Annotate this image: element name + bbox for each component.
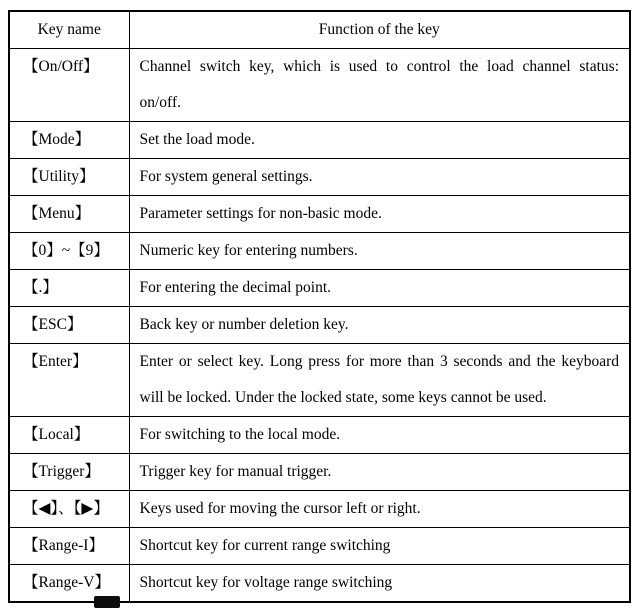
cropped-text-fragment: [94, 596, 120, 608]
key-name-cell: 【0】~【9】: [9, 233, 129, 270]
key-name-cell: 【ESC】: [9, 307, 129, 344]
key-function-table: [8, 10, 631, 603]
function-cell: [129, 528, 630, 565]
table-row: [9, 454, 630, 491]
key-name-cell: 【Local】: [9, 417, 129, 454]
function-text-line: will be locked. Under the locked state, some keys cannot be used.: [139, 389, 547, 406]
function-text-line: Shortcut key for current range switching: [139, 537, 391, 554]
table-row: [9, 49, 630, 122]
function-cell: [129, 270, 630, 307]
function-text-line: Keys used for moving the cursor left or right.: [139, 500, 421, 517]
key-name-cell: 【Range-I】: [9, 528, 129, 565]
function-cell: [129, 49, 630, 122]
function-text-line: For system general settings.: [139, 168, 313, 185]
table-row: [9, 233, 630, 270]
function-cell: [129, 307, 630, 344]
table-body: [9, 49, 630, 603]
function-cell: [129, 344, 630, 417]
function-text-line: Channel switch key, which is used to control the load channel status:: [139, 58, 619, 75]
header-row: [9, 11, 630, 49]
function-text-line: Numeric key for entering numbers.: [139, 242, 358, 259]
table-row: [9, 196, 630, 233]
function-cell: [129, 417, 630, 454]
table-row: [9, 122, 630, 159]
function-text-line: Enter or select key. Long press for more than 3 seconds and the keyboard: [139, 353, 619, 370]
table-row: [9, 307, 630, 344]
function-text-line: on/off.: [139, 94, 181, 111]
key-name-cell: 【.】: [9, 270, 129, 307]
table-row: [9, 270, 630, 307]
function-cell: [129, 159, 630, 196]
key-name-cell: 【Utility】: [9, 159, 129, 196]
key-name-cell: 【On/Off】: [9, 49, 129, 122]
function-text-line: Set the load mode.: [139, 131, 255, 148]
table-row: [9, 528, 630, 565]
function-text-line: Trigger key for manual trigger.: [139, 463, 332, 480]
key-name-cell: 【Mode】: [9, 122, 129, 159]
key-name-cell: 【Range-V】: [9, 565, 129, 603]
key-name-cell: 【Enter】: [9, 344, 129, 417]
key-name-cell: 【◀】、【▶】: [9, 491, 129, 528]
function-text-line: Back key or number deletion key.: [139, 316, 349, 333]
function-text-line: For switching to the local mode.: [139, 426, 341, 443]
function-text-line: Parameter settings for non-basic mode.: [139, 205, 382, 222]
function-cell: [129, 233, 630, 270]
function-text-line: Shortcut key for voltage range switching: [139, 574, 393, 591]
key-name-cell: 【Trigger】: [9, 454, 129, 491]
table-row: [9, 491, 630, 528]
header-key-name: Key name: [9, 11, 129, 49]
function-cell: [129, 565, 630, 603]
function-cell: [129, 122, 630, 159]
cropped-next-row: [8, 603, 629, 611]
function-cell: [129, 454, 630, 491]
key-name-cell: 【Menu】: [9, 196, 129, 233]
function-cell: [129, 491, 630, 528]
function-text-line: For entering the decimal point.: [139, 279, 332, 296]
function-cell: [129, 196, 630, 233]
table-row: [9, 159, 630, 196]
table-row: [9, 344, 630, 417]
table-row: [9, 417, 630, 454]
header-function: Function of the key: [129, 11, 630, 49]
